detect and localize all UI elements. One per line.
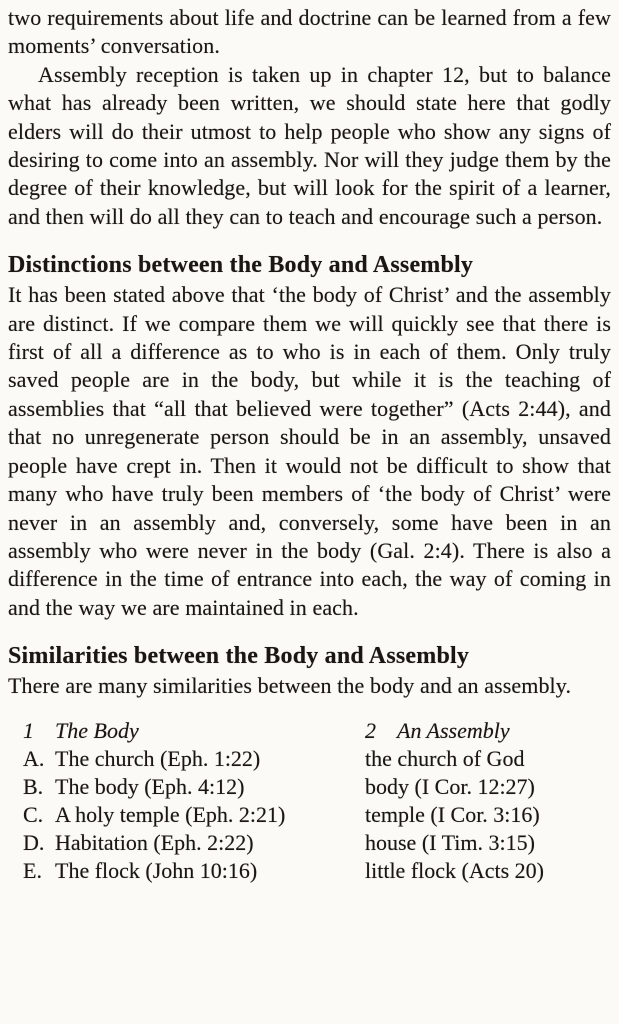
body-cell: [23, 857, 365, 885]
table-row: [23, 857, 611, 885]
body-item: Habitation (Eph. 2:22): [55, 829, 254, 855]
body-item: A holy temple (Eph. 2:21): [55, 801, 286, 827]
assembly-cell: temple (I Cor. 3:16): [365, 801, 540, 827]
table-row: [23, 745, 611, 773]
table-header-row: [23, 717, 611, 745]
assembly-cell: little flock (Acts 20): [365, 857, 545, 883]
body-item: The body (Eph. 4:12): [55, 773, 245, 799]
body-cell: [23, 745, 365, 773]
row-label: A.: [23, 745, 45, 771]
assembly-cell: the church of God: [365, 745, 525, 771]
heading-distinctions: Distinctions between the Body and Assembly: [8, 252, 474, 279]
body-cell: [23, 773, 365, 801]
table-row: [23, 829, 611, 857]
table-row: [23, 801, 611, 829]
column-number: 2: [365, 717, 376, 743]
body-cell: [23, 801, 365, 829]
paragraph-assembly-reception: Assembly reception is taken up in chapter 12, but to balance what has already been written, we should state here that godly elders will do their utmost to help people who show any signs of desiring to come into an assembly. Nor will they judge them by the degree of their knowledge, but will look for the spirit of a learner, and then will do all they can to teach and encourage such a person.: [8, 61, 611, 229]
paragraph-distinctions: It has been stated above that ‘the body of Christ’ and the assembly are distinct. If we compare them we will quickly see that there is first of all a difference as to who is in each of them. Only truly saved people are in the body, but while it is the teaching of assemblies that “all that believed were together” (Acts 2:44), and that no unregenerate person should be in an assembly, unsaved people have crept in. Then it would not be difficult to show that many who have truly been members of ‘the body of Christ’ were never in an assembly and, conversely, some have been in an assembly who were never in the body (Gal. 2:4). There is also a difference in the time of entrance into each, the way of coming in and the way we are maintained in each.: [8, 282, 611, 620]
body-cell: [23, 829, 365, 857]
row-label: E.: [23, 857, 42, 883]
paragraph-similarities: There are many similarities between the body and an assembly.: [8, 673, 572, 699]
column-number: 1: [23, 717, 34, 743]
assembly-cell: body (I Cor. 12:27): [365, 773, 535, 799]
row-label: C.: [23, 801, 44, 827]
body-item: The flock (John 10:16): [55, 857, 258, 883]
column-title: The Body: [55, 717, 139, 743]
comparison-table: [23, 717, 611, 885]
heading-similarities: Similarities between the Body and Assembly: [8, 643, 470, 670]
table-header-assembly: [365, 717, 611, 745]
column-title: An Assembly: [397, 717, 510, 743]
row-label: D.: [23, 829, 45, 855]
table-header-body: [23, 717, 365, 745]
paragraph-continuation: two requirements about life and doctrine can be learned from a few moments’ conversation.: [8, 5, 611, 59]
body-item: The church (Eph. 1:22): [55, 745, 261, 771]
assembly-cell: house (I Tim. 3:15): [365, 829, 535, 855]
row-label: B.: [23, 773, 44, 799]
table-row: [23, 773, 611, 801]
